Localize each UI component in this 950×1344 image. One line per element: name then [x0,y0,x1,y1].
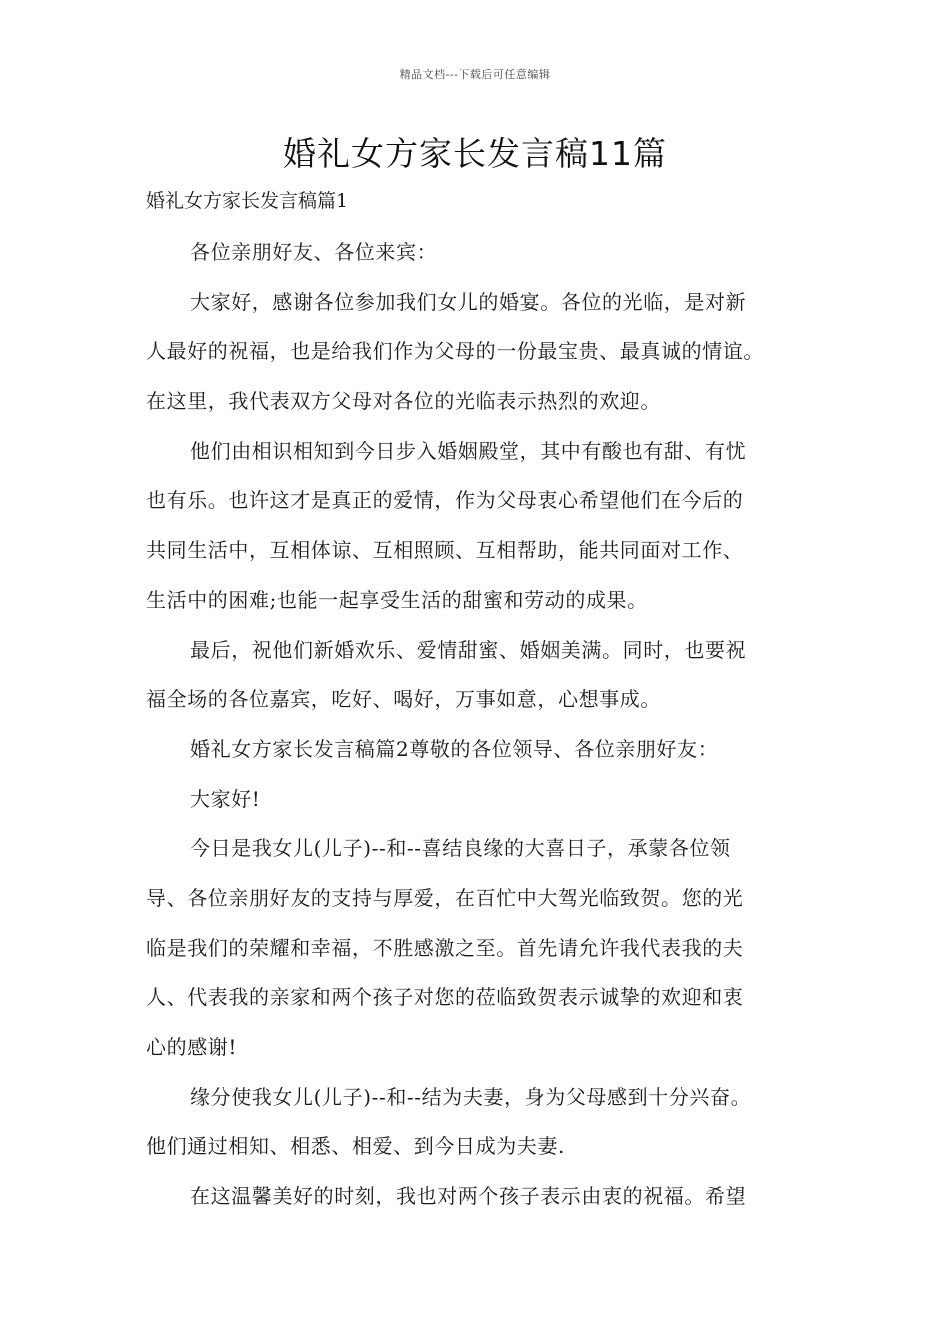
header-note: 精品文档---下载后可任意编辑 [399,68,551,81]
document-body [146,228,822,1222]
paragraph-line: 缘分使我女儿(儿子)--和--结为夫妻，身为父母感到十分兴奋。 [190,1084,752,1109]
paragraph-line: 各位亲朋好友、各位来宾： [190,240,438,264]
paragraph-line: 导、各位亲朋好友的支持与厚爱，在百忙中大驾光临致贺。您的光 [146,885,744,910]
paragraph-line: 也有乐。也许这才是真正的爱情，作为父母衷心希望他们在今后的 [146,488,744,513]
paragraph-line: 生活中的困难;也能一起享受生活的甜蜜和劳动的成果。 [146,587,648,612]
paragraph-line: 大家好! [190,786,261,811]
paragraph-line: 人、代表我的亲家和两个孩子对您的莅临致贺表示诚挚的欢迎和衷 [146,985,744,1010]
paragraph-line: 人最好的祝福，也是给我们作为父母的一份最宝贵、最真诚的情谊。 [146,339,764,364]
paragraph-line: 福全场的各位嘉宾，吃好、喝好，万事如意，心想事成。 [146,687,661,712]
paragraph-line: 婚礼女方家长发言稿篇2尊敬的各位领导、各位亲朋好友： [190,736,719,761]
paragraph-line: 最后，祝他们新婚欢乐、爱情甜蜜、婚姻美满。同时，也要祝 [190,637,747,662]
paragraph-line: 在这里，我代表双方父母对各位的光临表示热烈的欢迎。 [146,389,661,414]
paragraph-line: 他们由相识相知到今日步入婚姻殿堂，其中有酸也有甜、有忧 [190,438,747,463]
paragraph-line: 他们通过相知、相悉、相爱、到今日成为夫妻. [146,1134,565,1159]
section-heading: 婚礼女方家长发言稿篇1 [146,190,349,212]
paragraph-line: 今日是我女儿(儿子)--和--喜结良缘的大喜日子，承蒙各位领 [190,836,731,861]
paragraph-line: 临是我们的荣耀和幸福，不胜感激之至。首先请允许我代表我的夫 [146,935,744,960]
paragraph-line: 在这温馨美好的时刻，我也对两个孩子表示由衷的祝福。希望 [190,1184,747,1209]
document-title: 婚礼女方家长发言稿11篇 [283,134,667,173]
paragraph-line: 大家好，感谢各位参加我们女儿的婚宴。各位的光临，是对新 [190,289,747,314]
paragraph-line: 共同生活中，互相体谅、互相照顾、互相帮助，能共同面对工作、 [146,538,744,563]
paragraph-line: 心的感谢! [146,1035,238,1059]
